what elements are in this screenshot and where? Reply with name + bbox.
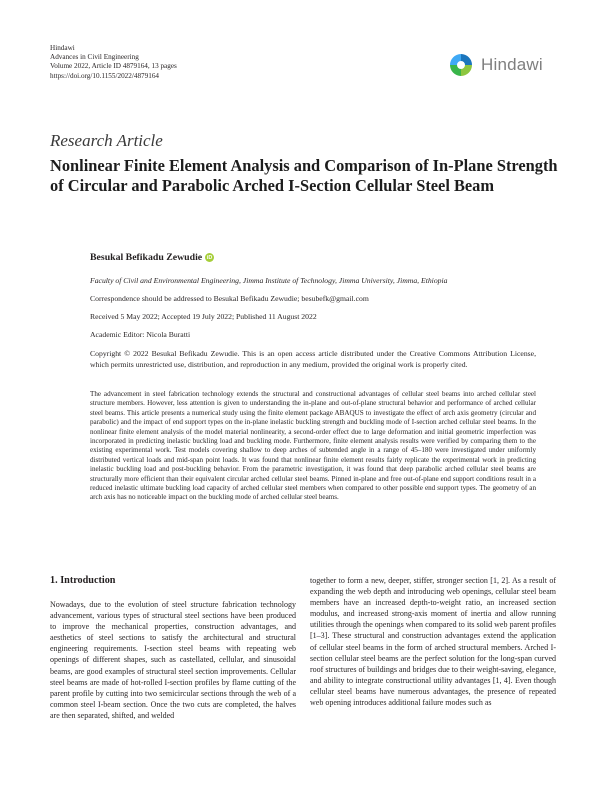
author-name: Besukal Befikadu Zewudie	[90, 252, 203, 263]
volume-info: Volume 2022, Article ID 4879164, 13 pages	[50, 62, 177, 71]
doi-link[interactable]: https://doi.org/10.1155/2022/4879164	[50, 71, 160, 80]
logo-petal-bottom-right	[461, 65, 472, 76]
introduction-left-column: Nowadays, due to the evolution of steel structure fabrication technology advancement, various types of structural steel sections have been produced to improve the mechanical properties, construction advantages, and aesthetics of steel sections to satisfy the architectural and structural engineering requirements. I-section steel beams with repeating web openings of different shapes, such as castellated, cellular, and sinusoidal beams, are good examples of structural steel section improvements. Cellular steel beams are made of hot-rolled I-section profiles by flame cutting of the parent profile by cutting into two semicircular sections through the web of a common steel I-beam section. Once the two cuts are completed, the halves are then separated, shifted, and welded	[50, 600, 296, 720]
hindawi-logo[interactable]	[446, 50, 543, 80]
journal-meta	[50, 44, 177, 81]
journal-name: Advances in Civil Engineering	[50, 53, 139, 62]
article-title: Nonlinear Finite Element Analysis and Comparison of In-Plane Strength of Circular and Parabolic Arched I-Section Cellular Steel Beam	[50, 156, 558, 195]
affiliation: Faculty of Civil and Environmental Engineering, Jimma Institute of Technology, Jimma University, Jimma, Ethiopia	[90, 276, 448, 285]
logo-petal-top-right	[461, 54, 472, 65]
orcid-icon[interactable]: iD	[206, 254, 213, 261]
logo-petal-top-left	[450, 54, 461, 65]
correspondence: Correspondence should be addressed to Besukal Befikadu Zewudie; besubefk@gmail.com	[90, 294, 369, 303]
abstract: The advancement in steel fabrication technology extends the structural and constructional advantages of cellular steel beams into arched cellular steel structure members. However, less attention is given to understanding the in-plane and out-of-plane structural behavior and performance of arched cellular steel beams. This article presents a numerical study using the finite element package ABAQUS to investigate the effect of arch axis geometry (circular and parabolic) and the impact of end support types on the in-plane inelastic buckling strength and buckling mode of I-section arched cellular steel beams. In the nonlinear finite element analysis of the model material nonlinearity, a second-order effect due to large deformation and initial geometric imperfection was incorporated in predicting inelastic buckling load and buckling mode. Furthermore, finite element analysis results were verified by comparing them to the existing experimental work. Test models covering shallow to deep arches of subtended angle in a range of 45–180 were investigated under uniformly distributed vertical loads and mid-span point loads. It was found that nonlinear finite element results fairly replicate the experimental work in predicting inelastic buckling load and post-buckling behavior. From the parametric investigation, it was found that deep parabolic arched cellular steel beams are structurally more efficient than their equivalent circular arched cellular steel beams. Pinned in-plane and free out-of-plane end support conditions result in a reduced inelastic ultimate buckling load capacity of arched cellular steel members when compared to other possible end support types. The geometry of an arch axis has no noticeable impact on the buckling mode of arched cellular steel beams.	[90, 390, 536, 502]
hindawi-logo-icon	[446, 50, 476, 80]
copyright-notice: Copyright © 2022 Besukal Befikadu Zewudie. This is an open access article distributed under the Creative Commons Attribution License, which permits unrestricted use, distribution, and reproduction in any medium, provided the original work is properly cited.	[90, 349, 536, 369]
logo-wordmark: Hindawi	[481, 55, 543, 74]
logo-petal-bottom-left	[450, 65, 461, 76]
section-heading-introduction: 1. Introduction	[50, 575, 116, 586]
publisher-name: Hindawi	[50, 44, 75, 52]
introduction-right-column: together to form a new, deeper, stiffer, stronger section [1, 2]. As a result of expanding the web depth and introducing web openings, cellular steel beam members have an increased depth-to-weight ratio, an increased section modulus, and increased strong-axis moment of inertia and allow running utilities through the openings when compared to its solid web parent profiles [1–3]. These structural and construction advantages extend the application of cellular steel beams in the form of arched structural members. Arched I-section cellular steel beams are the perfect solution for the long-span curved roof structures of buildings and bridges due to their weight-saving, elegance, and ability to integrate constructional utility advantages [1, 4]. Even though cellular steel beams have numerous advantages, the presence of repeated web opening introduces additional failure modes such as	[310, 576, 556, 708]
author-line	[90, 252, 214, 263]
article-type: Research Article	[50, 131, 163, 150]
publication-dates: Received 5 May 2022; Accepted 19 July 2022; Published 11 August 2022	[90, 312, 317, 321]
academic-editor: Academic Editor: Nicola Buratti	[90, 330, 191, 339]
